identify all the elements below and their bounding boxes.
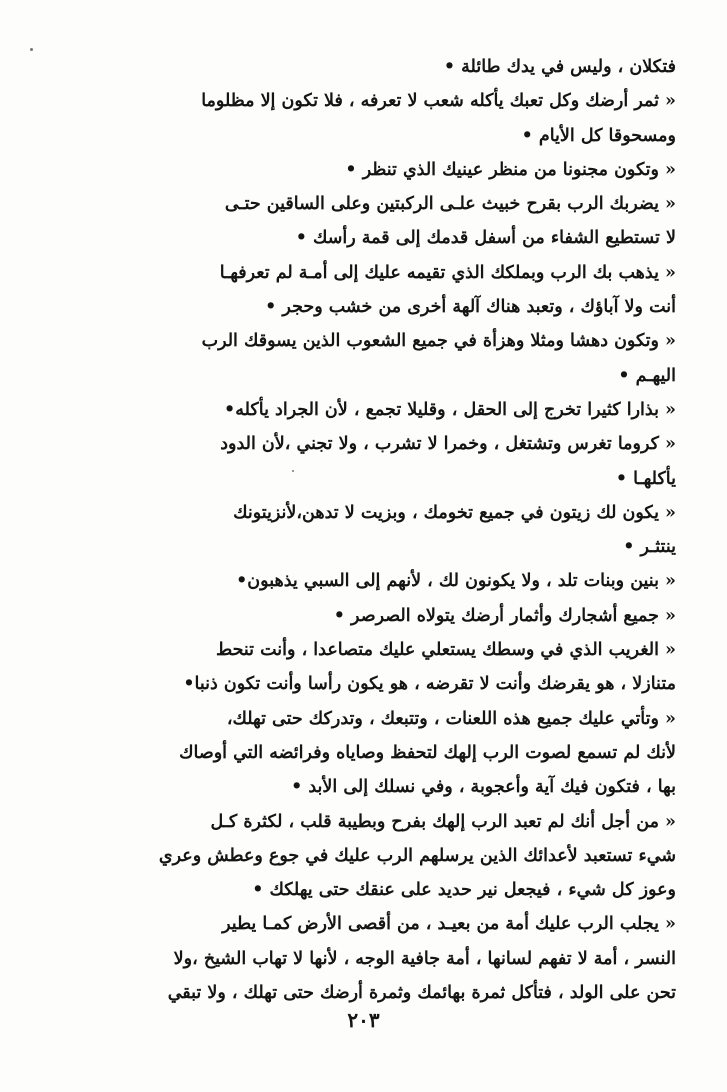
text-line: وعوز كل شيء ، فيجعل نير حديد على عنقك حتى يهلكك •	[252, 880, 676, 901]
text-line: شيء تستعبد لأعدائك الذين يرسلهم الرب عليك في جوع وعطش وعري	[158, 845, 676, 866]
text-line: « وتكون مجنونا من منظر عينيك الذي تنظر •	[345, 159, 676, 180]
text-line: لأنك لم تسمع لصوت الرب إلهك لتحفظ وصاياه وفرائضه التي أوصاك	[179, 742, 676, 763]
text-line: النسر ، أمة لا تفهم لسانها ، أمة جافية الوجه ، لأنها لا تهاب الشيخ ،ولا	[173, 948, 676, 969]
text-line: « يجلب الرب عليك أمة من بعيـد ، من أقصى الأرض كمـا يطير	[222, 914, 676, 935]
body-text	[50, 50, 676, 1010]
text-line: تحن على الولد ، فتأكل ثمرة بهائمك وثمرة أرضك حتى تهلك ، ولا تبقي	[167, 983, 676, 1004]
text-line: أنت ولا آباؤك ، وتعبد هناك آلهة أخرى من خشب وحجر •	[265, 297, 676, 318]
text-line: ومسحوقا كل الأيام •	[521, 125, 676, 146]
text-line: « من أجل أنك لم تعبد الرب إلهك بفرح وبطيبة قلب ، لكثرة كـل	[210, 811, 676, 832]
text-line: « ثمر أرضك وكل تعبك يأكله شعب لا تعرفه ، فلا تكون إلا مظلوما	[201, 91, 676, 112]
text-line: ينتثـر •	[623, 537, 676, 558]
text-line: « يكون لك زيتون في جميع تخومك ، وبزيت لا تدهن،لأنزيتونك	[233, 502, 676, 523]
text-line: « وتأتي عليك جميع هذه اللعنات ، وتتبعك ، وتدركك حتى تهلك،	[226, 708, 676, 729]
text-line: « كروما تغرس وتشتغل ، وخمرا لا تشرب ، ولا تجني ،لأن الدود	[220, 434, 676, 455]
page-number: ٢٠٣	[347, 1008, 380, 1032]
text-line: لا تستطيع الشفاء من أسفل قدمك إلى قمة رأسك •	[295, 228, 676, 249]
text-line: اليهـم •	[618, 365, 676, 386]
text-line: « يضربك الرب بقرح خبيث علـى الركبتين وعلى الساقين حتـى	[224, 194, 676, 215]
text-line: متنازلا ، هو يقرضك وأنت لا تقرضه ، هو يكون رأسا وأنت تكون ذنبا•	[183, 674, 676, 695]
text-line: فتكلان ، وليس في يدك طائلة •	[443, 57, 676, 77]
text-line: بها ، فتكون فيك آية وأعجوبة ، وفي نسلك إلى الأبد •	[291, 777, 676, 798]
text-line: يأكلهـا •	[615, 468, 676, 489]
text-line: « بذارا كثيرا تخرج إلى الحقل ، وقليلا تجمع ، لأن الجراد يأكله•	[224, 399, 676, 420]
scan-speck	[292, 470, 294, 472]
text-line: « الغريب الذي في وسطك يستعلي عليك متصاعدا ، وأنت تنحط	[215, 640, 676, 661]
text-line: « جميع أشجارك وأثمار أرضك يتولاه الصرصر •	[333, 605, 676, 626]
scan-speck	[30, 48, 33, 51]
text-line: « بنين وبنات تلد ، ولا يكونون لك ، لأنهم إلى السبي يذهبون•	[236, 571, 676, 592]
text-line: « وتكون دهشا ومثلا وهزأة في جميع الشعوب الذين يسوقك الرب	[201, 331, 676, 352]
text-line: « يذهب بك الرب وبملكك الذي تقيمه عليك إلى أمـة لم تعرفهـا	[219, 262, 676, 283]
